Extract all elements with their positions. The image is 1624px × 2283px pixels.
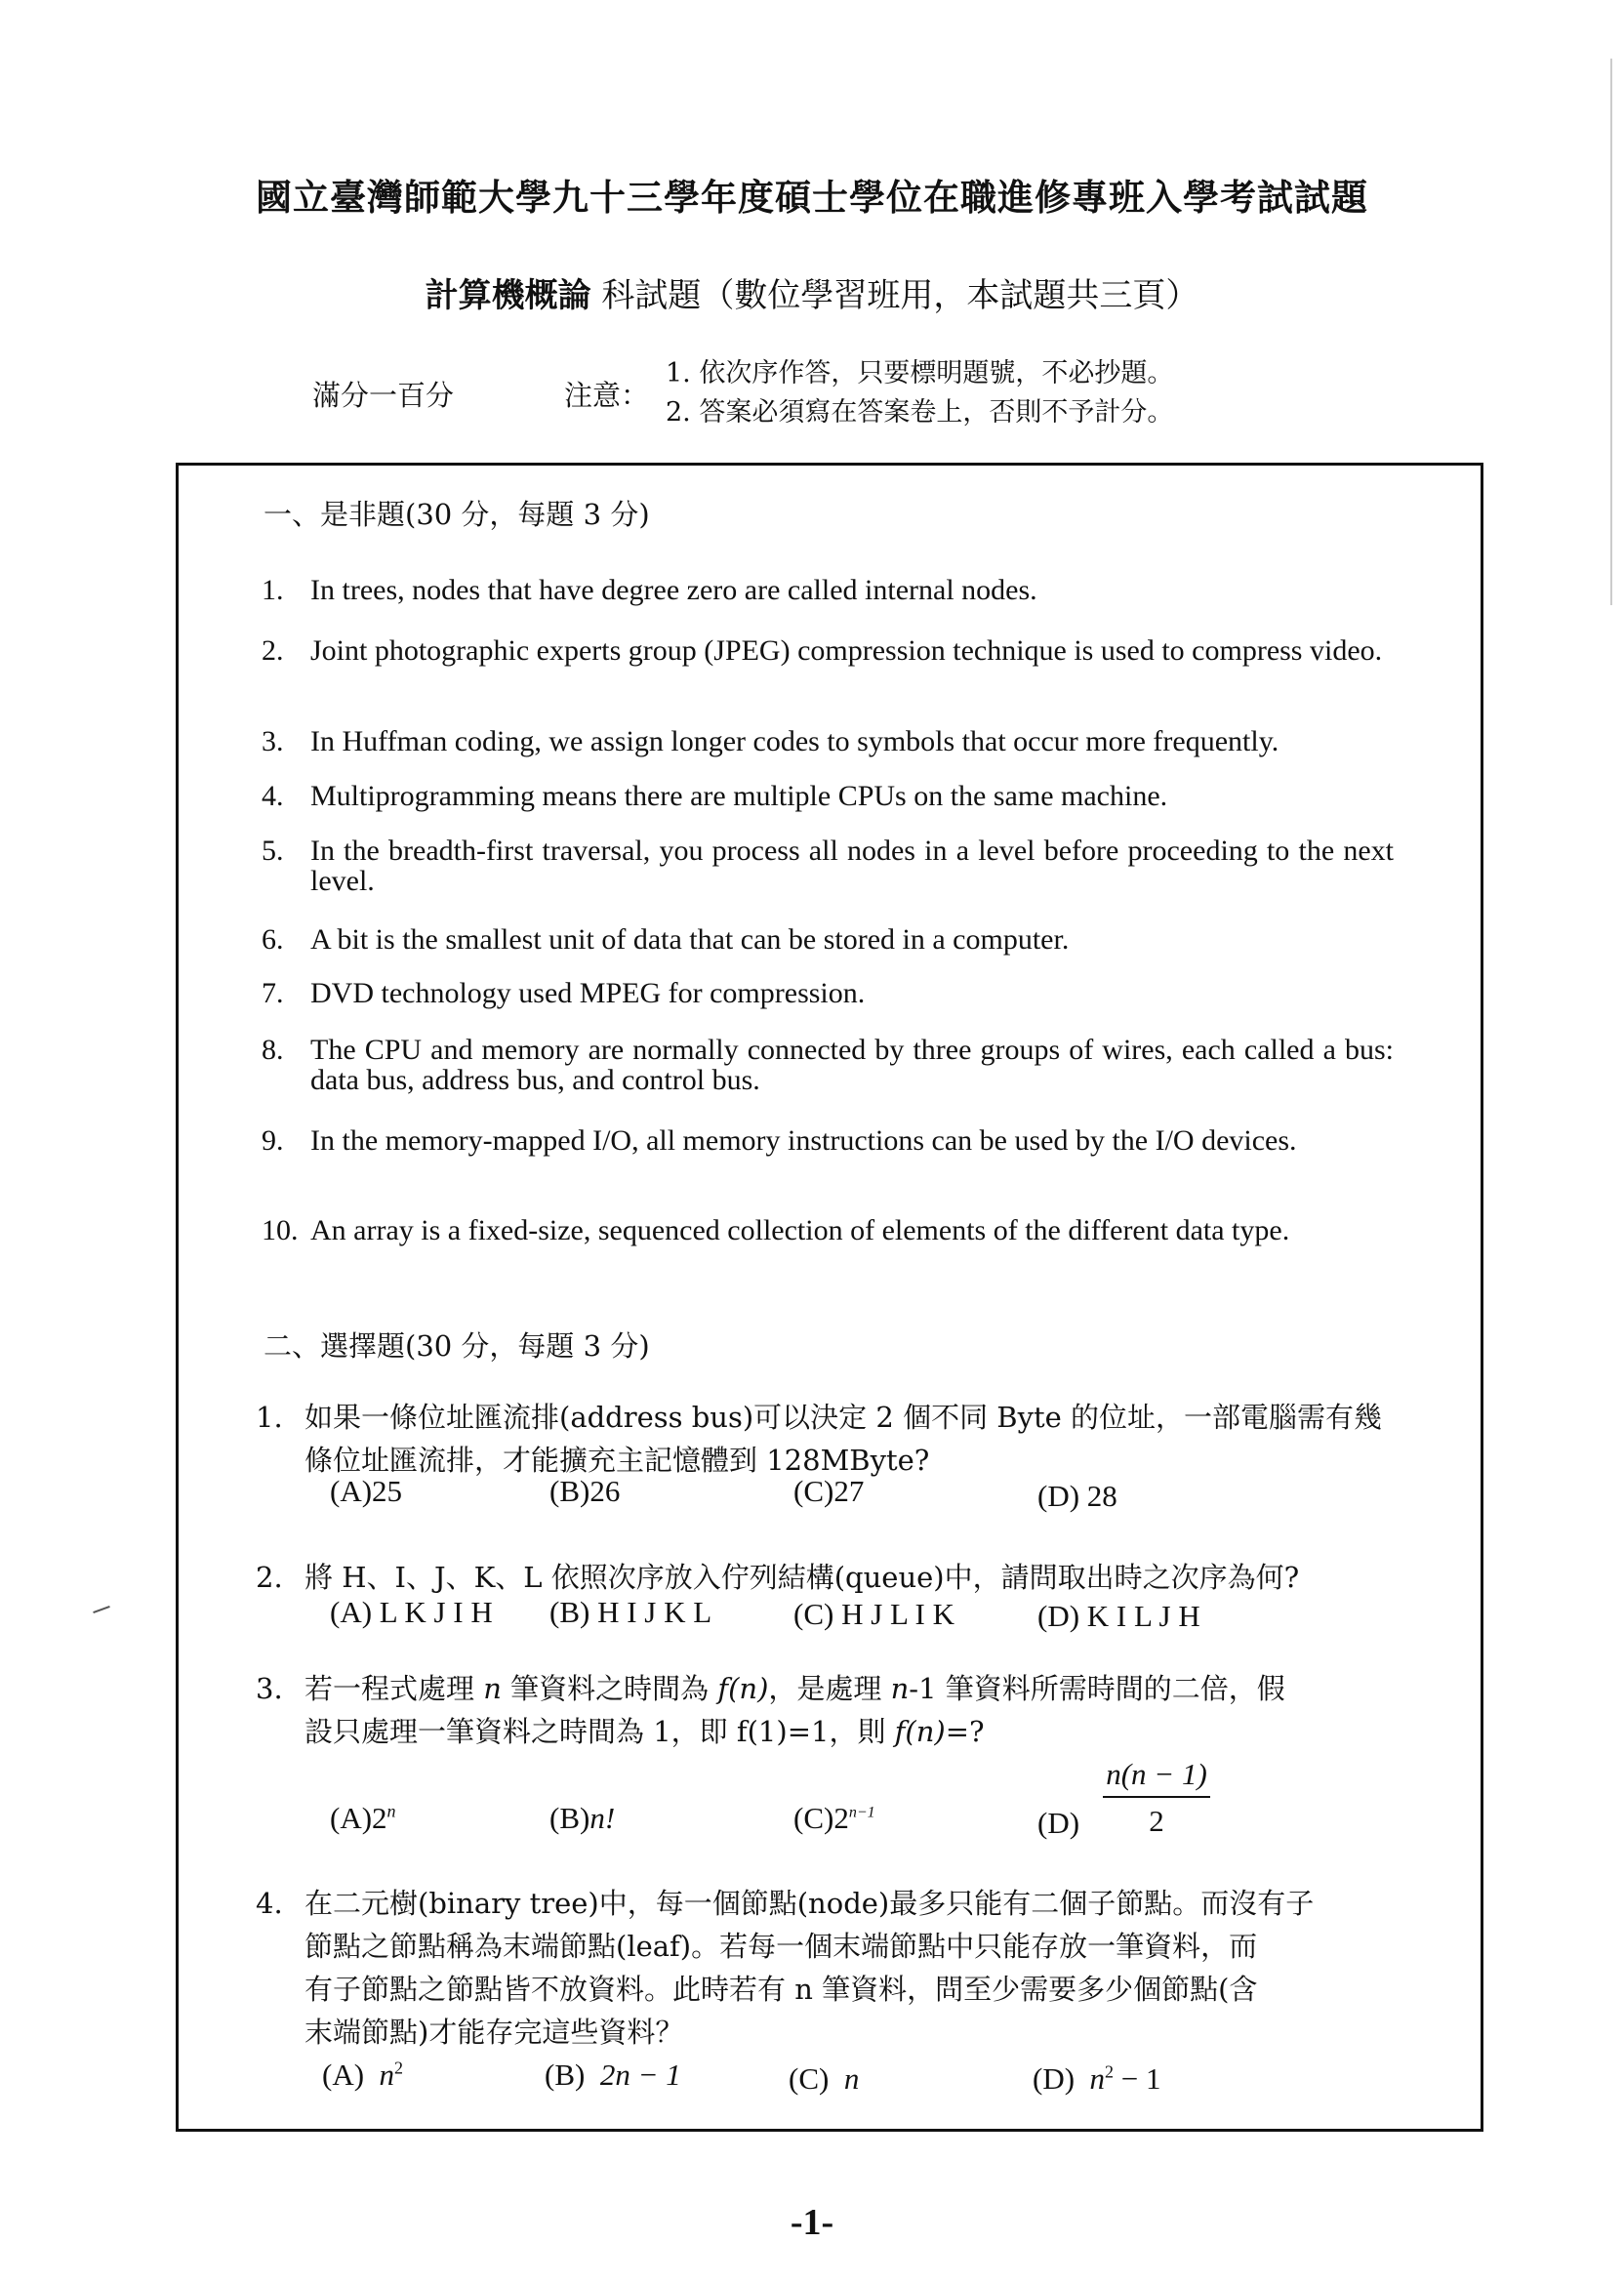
exam-subtitle <box>0 268 1624 316</box>
question-text: Joint photographic experts group (JPEG) compression technique is used to compress video. <box>310 634 1383 667</box>
option-c: $(C)2^{n-1}$ <box>793 1801 875 1835</box>
question-number: 4. <box>256 1887 283 1920</box>
mc-question <box>256 1667 1398 1753</box>
option-a: (A) L K J I H <box>330 1595 493 1629</box>
option-a: (A)25 <box>330 1474 403 1508</box>
question-number: 10. <box>262 1214 299 1246</box>
question-text: 將 H、I、J、K、L 依照次序放入佇列結構(queue)中，請問取出時之次序為何? <box>304 1561 1300 1594</box>
question-number: 5. <box>262 835 284 867</box>
question-text: DVD technology used MPEG for compression. <box>310 977 866 1009</box>
question-line: 若一程式處理 n 筆資料之時間為 f(n)，是處理 n-1 筆資料所需時間的二倍，假 <box>304 1672 1285 1705</box>
question-number: 8. <box>262 1034 284 1066</box>
question-text: In trees, nodes that have degree zero are called internal nodes. <box>310 574 1037 606</box>
option-a: (A)2$^n$ <box>330 1801 396 1835</box>
subject-name: 計算機概論 <box>425 276 591 315</box>
fraction-numerator: n(n − 1) <box>1103 1757 1210 1798</box>
question-number: 1. <box>256 1401 283 1434</box>
tf-question <box>262 635 1394 666</box>
question-text: Multiprogramming means there are multiple CPUs on the same machine. <box>310 780 1168 812</box>
notice-list <box>666 354 1173 432</box>
question-text: 如果一條位址匯流排(address bus)可以決定 2 個不同 Byte 的位址，一部電腦需有幾條位址匯流排，才能擴充主記憶體到 128MByte? <box>304 1401 1383 1477</box>
question-line: 節點之節點稱為末端節點(leaf)。若每一個末端節點中只能存放一筆資料，而 <box>304 1930 1258 1963</box>
question-number: 7. <box>262 977 284 1009</box>
question-number: 4. <box>262 780 284 812</box>
mc-question <box>256 1556 1398 1599</box>
tf-question <box>262 1125 1394 1156</box>
section2-heading: 二、選擇題(30 分，每題 3 分) <box>264 1329 650 1363</box>
tf-question <box>262 575 1394 605</box>
option-b: (B) 2n − 1 <box>545 2058 681 2092</box>
question-number: 2. <box>256 1561 283 1594</box>
section1-heading: 一、是非題(30 分，每題 3 分) <box>264 498 650 531</box>
fraction-denominator: 2 <box>1149 1804 1164 1838</box>
option-b: (B)n! <box>549 1801 616 1835</box>
subtitle-rest: 科試題（數位學習班用，本試題共三頁） <box>601 276 1199 315</box>
question-text: In the memory-mapped I/O, all memory instructions can be used by the I/O devices. <box>310 1124 1297 1157</box>
question-number: 3. <box>262 725 284 757</box>
question-text: A bit is the smallest unit of data that can be stored in a computer. <box>310 923 1070 956</box>
notice-item: 2. 答案必須寫在答案卷上，否則不予計分。 <box>666 397 1174 428</box>
full-score: 滿分一百分 <box>312 379 455 412</box>
tf-question <box>262 1035 1394 1095</box>
option-d: (D) K I L J H <box>1037 1599 1200 1633</box>
option-d-label: (D) <box>1037 1806 1080 1840</box>
option-b: (B)26 <box>549 1474 621 1508</box>
question-text: An array is a fixed-size, sequenced collection of elements of the different data type. <box>310 1214 1290 1246</box>
notice-item: 1. 依次序作答，只要標明題號，不必抄題。 <box>666 358 1174 388</box>
option-c: (C) n <box>789 2061 860 2096</box>
mc-question <box>256 1882 1398 2054</box>
option-d: (D) $n^2 - 1$ <box>1033 2061 1161 2096</box>
question-line: 有子節點之節點皆不放資料。此時若有 n 筆資料，問至少需要多少個節點(含 <box>304 1973 1258 2006</box>
question-line: 在二元樹(binary tree)中，每一個節點(node)最多只能有二個子節點。而沒有子 <box>304 1887 1315 1920</box>
tf-question <box>262 836 1394 896</box>
question-text <box>304 1667 1398 1753</box>
tf-question <box>262 978 1394 1008</box>
question-text: In the breadth-first traversal, you process all nodes in a level before proceeding to the next level. <box>310 835 1394 897</box>
question-number: 1. <box>262 574 284 606</box>
option-d-fraction <box>1103 1757 1210 1839</box>
scan-mark <box>93 1606 110 1613</box>
notice-label: 注意： <box>564 379 650 412</box>
question-line: 設只處理一筆資料之時間為 1，即 f(1)=1，則 f(n)=? <box>304 1715 985 1748</box>
scan-edge-line <box>1610 59 1612 605</box>
option-c: (C)27 <box>793 1474 865 1508</box>
tf-question <box>262 781 1394 811</box>
option-d: (D) 28 <box>1037 1479 1117 1513</box>
question-text: The CPU and memory are normally connected by three groups of wires, each called a bus: data bus, address bus, and control bus. <box>310 1034 1394 1096</box>
option-c: (C) H J L I K <box>793 1597 955 1631</box>
tf-question <box>262 1215 1394 1245</box>
exam-title: 國立臺灣師範大學九十三學年度碩士學位在職進修專班入學考試試題 <box>256 176 1368 219</box>
option-b: (B) H I J K L <box>549 1595 712 1629</box>
question-text: In Huffman coding, we assign longer codes to symbols that occur more frequently. <box>310 725 1279 757</box>
question-text <box>304 1882 1398 2054</box>
question-line: 末端節點)才能存完這些資料？ <box>304 2016 684 2049</box>
question-number: 6. <box>262 923 284 956</box>
question-number: 2. <box>262 634 284 667</box>
tf-question <box>262 924 1394 955</box>
page-number: -1- <box>790 2202 834 2243</box>
option-a: (A) $n^2$ <box>322 2058 404 2092</box>
question-number: 3. <box>256 1672 283 1705</box>
tf-question <box>262 726 1394 756</box>
question-number: 9. <box>262 1124 284 1157</box>
mc-question <box>256 1396 1398 1482</box>
